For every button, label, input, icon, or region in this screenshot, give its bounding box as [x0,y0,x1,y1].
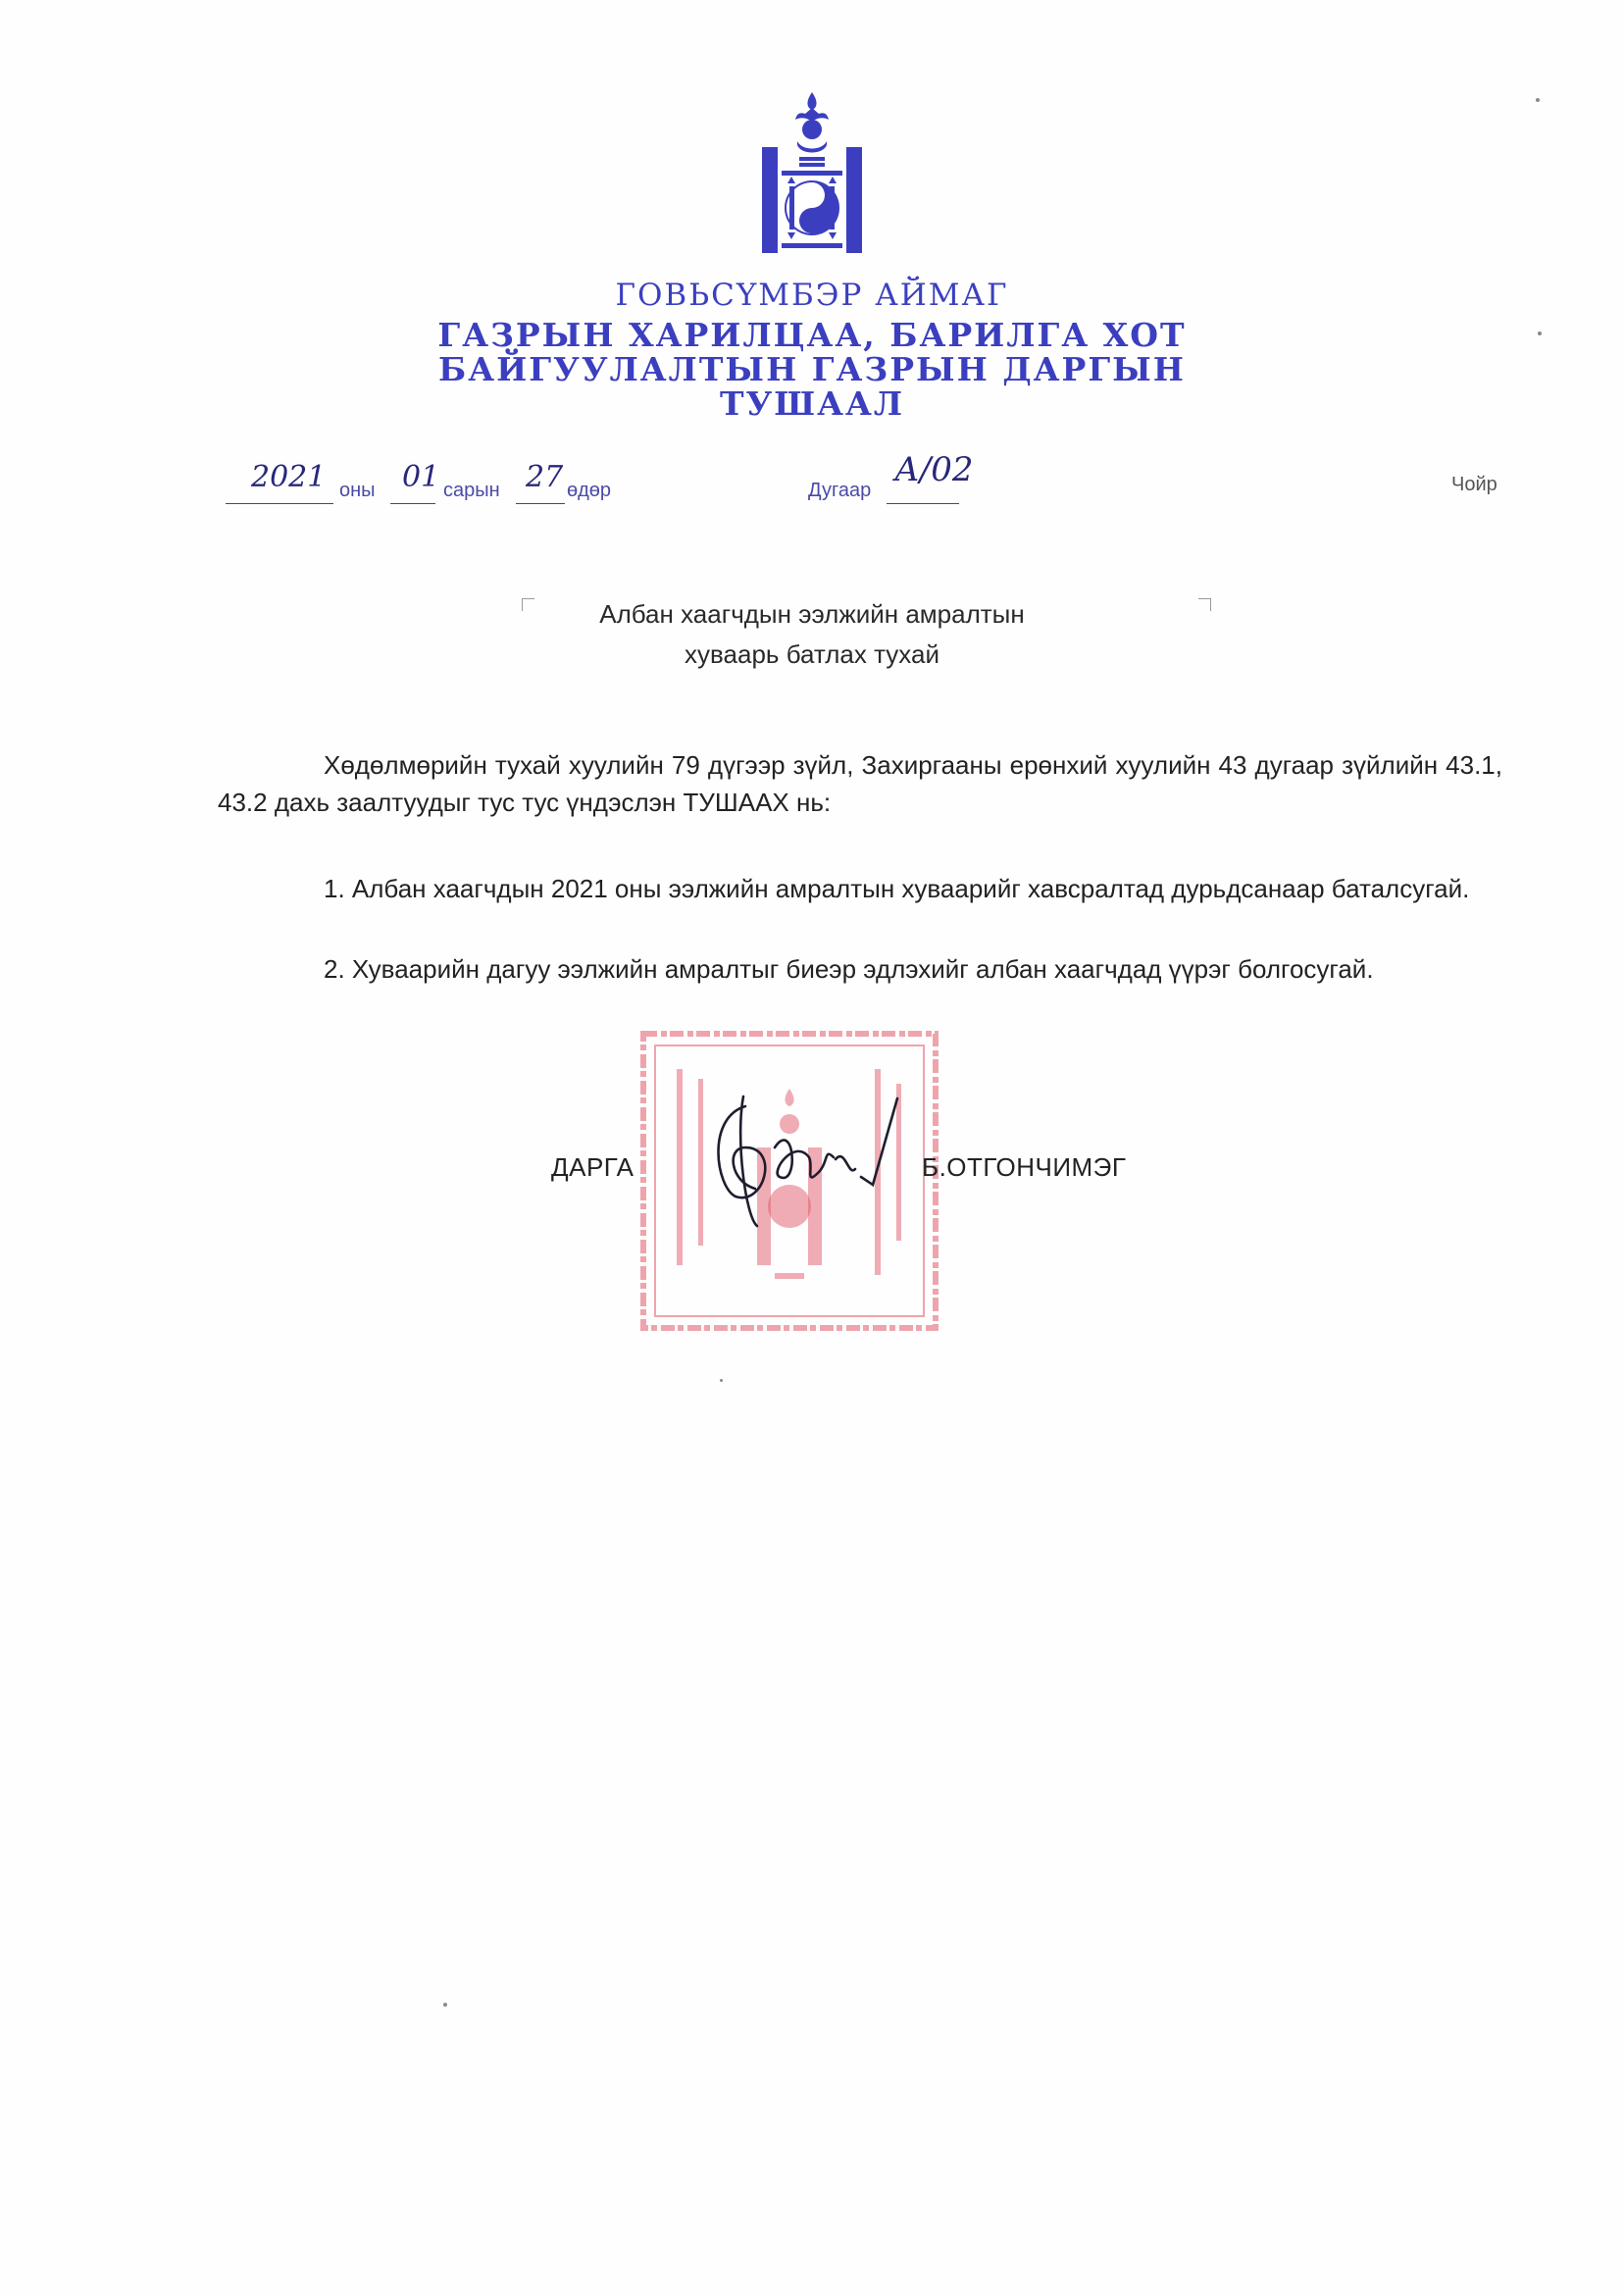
handwritten-signature [686,1079,912,1246]
aimag-name: ГОВЬСҮМБЭР АЙМАГ [615,278,1009,313]
organization-line-2: БАЙГУУЛАЛТЫН ГАЗРЫН ДАРГЫН [438,350,1186,388]
year-label: оны [339,480,376,501]
date-day: 27 [526,460,564,494]
month-label: сарын [443,480,500,501]
organization-line-1: ГАЗРЫН ХАРИЛЦАА, БАРИЛГА ХОТ [437,316,1187,354]
document-type: ТУШААЛ [719,384,905,423]
subject-line-2: хуваарь батлах тухай [685,639,939,669]
document-number: А/02 [894,450,974,489]
place-name: Чойр [1451,474,1497,495]
preamble-paragraph: Хөдөлмөрийн тухай хуулийн 79 дүгээр зүйл, Захиргааны ерөнхий хуулийн 43 дугаар зүйлийн 43.1, 43.2 дахь заалтуудыг тус тус үндэслэн ТУШААХ нь: [218,750,1502,817]
soyombo-emblem-icon [758,90,866,257]
date-month: 01 [402,460,440,494]
date-number-line [0,450,1624,515]
order-item-2: 2. Хуваарийн дагуу ээлжийн амралтыг биеэр эдлэхийг албан хаагчдад үүрэг болгосугай. [324,954,1374,984]
signer-name: Б.ОТГОНЧИМЭГ [922,1152,1127,1182]
number-label: Дугаар [808,480,872,501]
signer-title: ДАРГА [551,1152,634,1182]
scan-speck [1538,331,1542,335]
scan-speck [443,2003,447,2007]
day-label: өдөр [567,480,612,501]
order-item-1: 1. Албан хаагчдын 2021 оны ээлжийн амралтын хуваарийг хавсралтад дурьдсанаар баталсугай. [324,874,1470,903]
subject-line-1: Албан хаагчдын ээлжийн амралтын [599,599,1025,629]
scan-speck [720,1379,723,1382]
date-year: 2021 [251,460,327,494]
scan-speck [1536,98,1540,102]
